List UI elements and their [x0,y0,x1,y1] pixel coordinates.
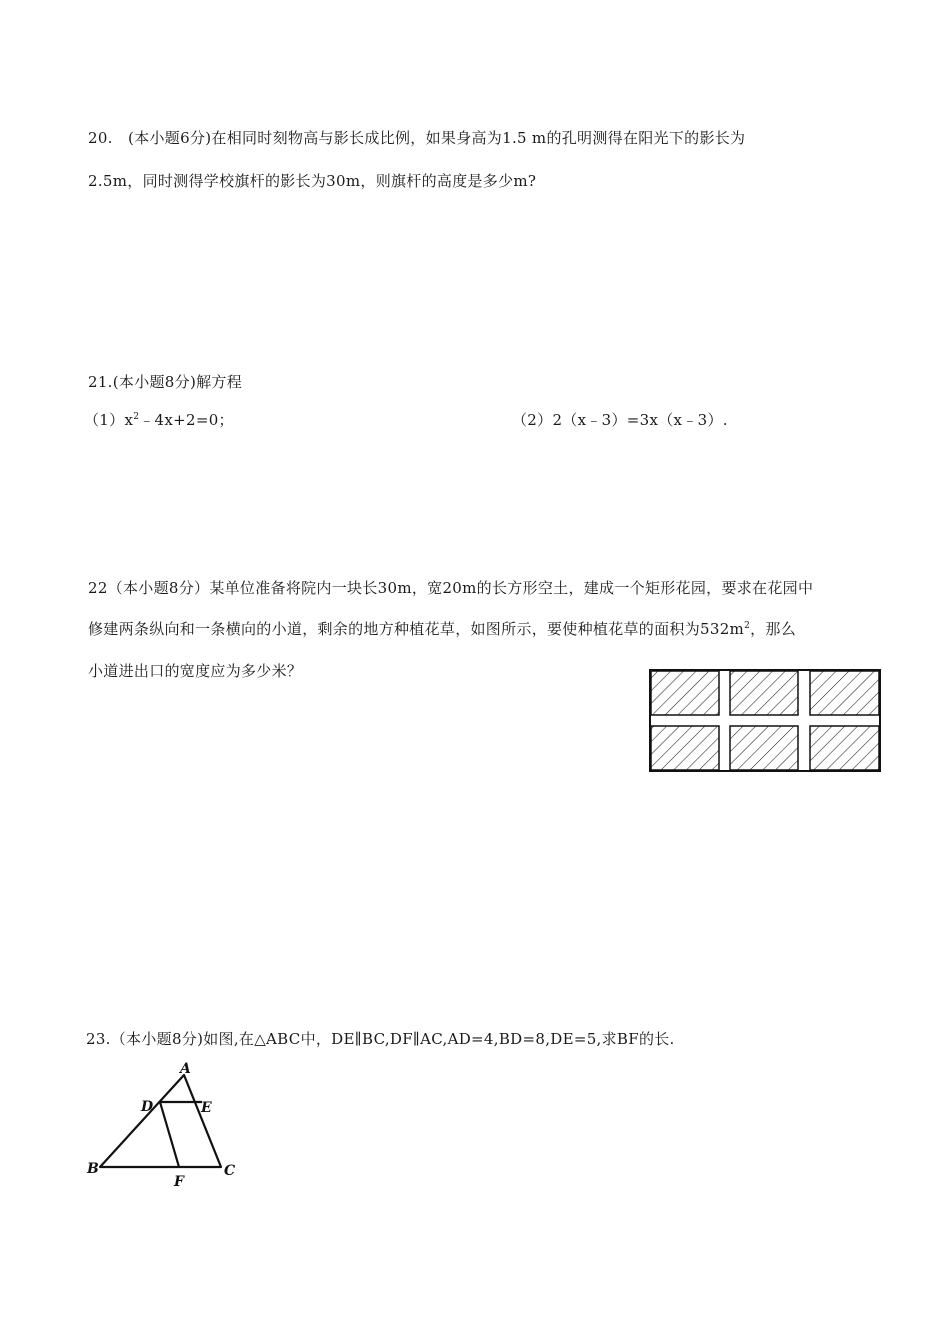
plot-6 [810,726,879,770]
q22-line2-post: ，那么 [750,620,796,638]
plot-3 [810,671,879,715]
q22-line3: 小道进出口的宽度应为多少米？ [88,662,303,680]
plot-5 [730,726,798,770]
label-e: E [201,1100,212,1116]
q21-part1-post: ﹣4x+2=0； [139,411,234,429]
triangle-abc [100,1075,221,1167]
q21-part1-sup: 2 [133,412,140,422]
triangle-figure [84,1058,244,1190]
label-a: A [180,1061,191,1077]
garden-figure [648,668,884,774]
label-b: B [87,1161,99,1177]
q22-line2-pre: 修建两条纵向和一条横向的小道，剩余的地方种植花草，如图所示，要使种植花草的面积为532m [88,620,745,638]
q22-line2 [88,618,796,639]
q22-line1: 22（本小题8分）某单位准备将院内一块长30m，宽20m的长方形空土，建成一个矩形花园，要求在花园中 [88,579,814,597]
plot-1 [651,671,719,715]
q21-part1 [84,409,234,430]
q21-part2: （2）2（x﹣3）=3x（x﹣3）. [512,411,728,429]
q23-text: 23.（本小题8分)如图,在△ABC中，DE∥BC,DF∥AC,AD=4,BD=8,DE=5,求BF的长. [86,1030,675,1048]
label-d: D [141,1099,154,1115]
q21-title: 21.(本小题8分)解方程 [88,373,243,391]
q20-line1: 20. (本小题6分)在相同时刻物高与影长成比例，如果身高为1.5 m的孔明测得在阳光下的影长为 [88,129,746,147]
segment-df [160,1102,179,1167]
label-f: F [174,1174,184,1190]
plot-2 [730,671,798,715]
plot-4 [651,726,719,770]
label-c: C [224,1163,236,1179]
q22-line2-sup: 2 [744,621,751,631]
q21-part1-pre: （1）x [84,411,134,429]
q20-line2: 2.5m，同时测得学校旗杆的影长为30m，则旗杆的高度是多少m? [88,172,537,190]
